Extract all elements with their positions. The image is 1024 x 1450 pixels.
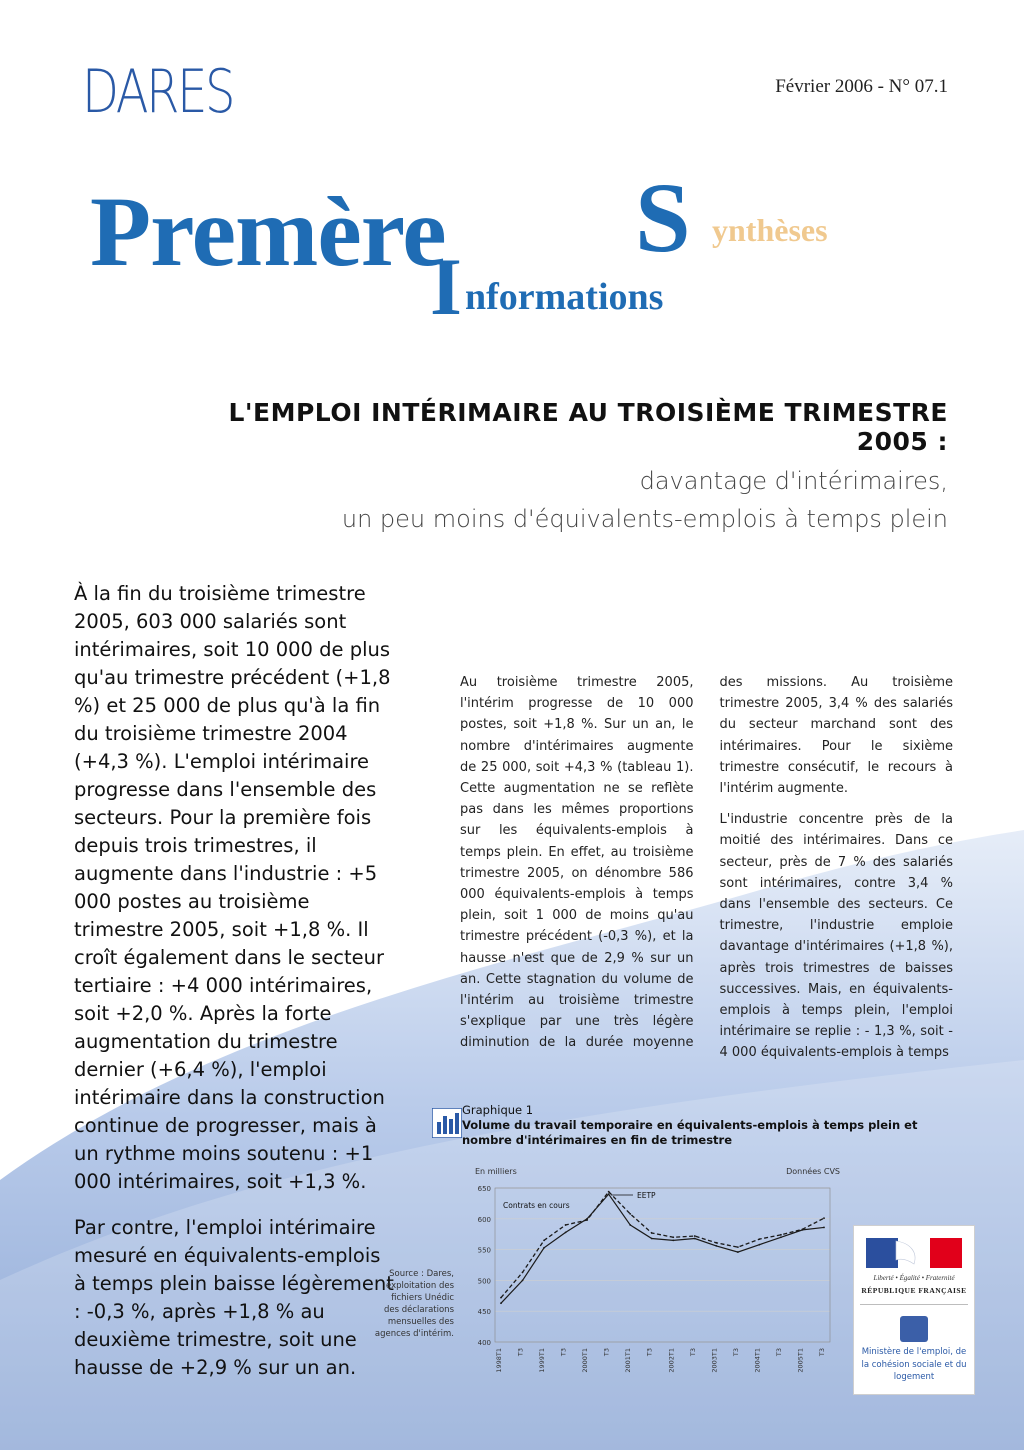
data-point xyxy=(608,1191,610,1193)
x-tick-label: T3 xyxy=(818,1348,826,1357)
y-tick-label: 500 xyxy=(477,1277,491,1286)
data-point xyxy=(715,1242,717,1244)
x-tick-label: T3 xyxy=(645,1348,654,1357)
data-point xyxy=(500,1302,502,1304)
x-tick-label: 2002T1 xyxy=(667,1348,676,1373)
graph-caption xyxy=(462,1103,922,1148)
masthead-syntheses: ynthèses xyxy=(712,212,828,248)
summary-paragraph-1: À la fin du troisième trimestre 2005, 603 000 salariés sont intérimaires, soit 10 000 de plus qu'au trimestre précédent (+1,8 %) et 25 000 de plus qu'à la fin du troisième trimestre 2004 (+4,3 %). L'emploi intérimaire progresse dans l'ensemble des secteurs. Pour la première fois depuis trois trimestres, il augmente dans l'industrie : +5 000 postes au troisième trimestre 2005, soit +1,8 %. Il croît également dans le secteur tertiaire : +4 000 intérimaires, soit +2,0 %. Après la forte augmentation du trimestre dernier (+6,4 %), l'emploi intérimaire dans la construction continue de progresser, mais à un rythme moins soutenu : +1 000 intérimaires, soit +1,3 %. xyxy=(74,582,391,1193)
data-point xyxy=(629,1213,631,1215)
x-tick-label: 2001T1 xyxy=(624,1348,633,1373)
y-tick-label: 600 xyxy=(477,1215,491,1224)
subtitle-line-1: davantage d'intérimaires, xyxy=(639,467,948,495)
masthead-i-letter: I xyxy=(430,241,462,332)
ministry-logo xyxy=(853,1225,975,1395)
data-point xyxy=(737,1251,739,1253)
chart-plot-frame xyxy=(495,1188,830,1342)
y-tick-label: 550 xyxy=(477,1246,491,1255)
dares-logo: DARES xyxy=(82,57,234,127)
data-point xyxy=(672,1236,674,1238)
issue-date: Février 2006 - N° 07.1 xyxy=(775,76,948,97)
summary-lead xyxy=(74,580,394,1382)
data-point xyxy=(651,1232,653,1234)
x-tick-label: T3 xyxy=(774,1348,783,1357)
data-point xyxy=(737,1246,739,1248)
data-point xyxy=(780,1234,782,1236)
data-point xyxy=(694,1235,696,1237)
data-point xyxy=(500,1297,502,1299)
article-title-block xyxy=(148,398,948,538)
bar-chart-icon xyxy=(432,1108,462,1138)
data-point xyxy=(629,1224,631,1226)
masthead-s-letter: S xyxy=(635,162,691,273)
data-point xyxy=(823,1227,825,1229)
body-columns xyxy=(460,672,953,1082)
ministry-name: Ministère de l'emploi, de la cohésion sociale et du logement xyxy=(861,1347,967,1382)
x-tick-label: 1998T1 xyxy=(495,1348,503,1373)
article-subtitle xyxy=(148,462,948,538)
line-chart xyxy=(455,1162,845,1392)
data-point xyxy=(759,1238,761,1240)
body-paragraph-1: Au troisième trimestre 2005, l'intérim progresse de 10 000 postes, soit +1,8 %. Sur un an, le nombre d'intérimaires augmente de 25 000, soit +4,3 % (tableau 1). Cette augmentation ne se reflète pas dans les mêmes proportions sur les équivalents-emplois à temps plein. En effet, au troisième trimestre 2005, on dénombre 586 000 équivalents-emplois à temps plein, soit 1 000 de moins qu'au trimestre précédent (-0,3 %), et la hausse n'est que de 2,9 % sur un an. Cette stagnation du volume de l'intérim au troisième trimestre s'explique par une très légère diminution de la durée moyenne des missions. Au troisième trimestre 2005, 3,4 % des salariés du secteur marchand sont des intérimaires. Pour le sixième trimestre consécutif, le recours à l'intérim augmente. xyxy=(460,675,953,1051)
data-point xyxy=(522,1280,524,1282)
chart-annotation-eetp: EETP xyxy=(637,1191,656,1200)
graph-title: Volume du travail temporaire en équivalents-emplois à temps plein et nombre d'intérimaires en fin de trimestre xyxy=(462,1118,918,1147)
article-title: L'EMPLOI INTÉRIMAIRE AU TROISIÈME TRIMESTRE 2005 : xyxy=(228,398,948,456)
x-tick-label: 2003T1 xyxy=(710,1348,719,1373)
data-point xyxy=(694,1238,696,1240)
y-tick-label: 400 xyxy=(477,1339,491,1347)
marianne-flag-icon xyxy=(866,1238,962,1268)
subtitle-line-2: un peu moins d'équivalents-emplois à temps plein xyxy=(341,505,948,533)
series-line-eetp xyxy=(501,1194,824,1303)
data-point xyxy=(522,1271,524,1273)
x-tick-label: T3 xyxy=(559,1348,568,1357)
x-tick-label: 2004T1 xyxy=(753,1348,762,1373)
y-tick-label: 450 xyxy=(477,1308,491,1317)
data-point xyxy=(715,1245,717,1247)
summary-paragraph-2: Par contre, l'emploi intérimaire mesuré en équivalents-emplois à temps plein baisse légèrement : -0,3 %, après +1,8 % au deuxième trimestre, soit une hausse de +2,9 % sur un an. xyxy=(74,1216,394,1379)
data-point xyxy=(608,1193,610,1195)
chart-unit-left: En milliers xyxy=(475,1167,517,1176)
data-point xyxy=(823,1217,825,1219)
data-point xyxy=(780,1236,782,1238)
data-point xyxy=(672,1239,674,1241)
x-tick-label: 2000T1 xyxy=(581,1348,590,1373)
publication-masthead xyxy=(90,162,950,332)
republic-motto: Liberté • Égalité • Fraternité xyxy=(873,1274,955,1282)
data-point xyxy=(651,1238,653,1240)
masthead-informations: nformations xyxy=(465,276,664,318)
body-paragraph-2: L'industrie concentre près de la moitié des intérimaires. Dans ce secteur, près de 7 % des salariés sont intérimaires, contre 3,4 % dans l'ensemble des secteurs. Ce trimestre, l'industrie emploie davantage d'intérimaires (+1,8 %), après trois trimestres de baisses successives. Mais, en équivalents-emplois à temps plein, l'emploi intérimaire se replie : - 1,3 %, soit - 4 000 équivalents-emplois à temps xyxy=(719,812,953,1061)
ministry-emblem-icon xyxy=(900,1316,928,1342)
y-tick-label: 650 xyxy=(477,1185,491,1193)
x-tick-label: T3 xyxy=(731,1348,740,1357)
chart-annotation-contracts: Contrats en cours xyxy=(503,1201,570,1210)
graph-label: Graphique 1 xyxy=(462,1103,534,1117)
data-point xyxy=(565,1231,567,1233)
masthead-premiere: Premère xyxy=(90,176,446,287)
x-tick-label: T3 xyxy=(516,1348,525,1357)
logo-divider xyxy=(860,1304,968,1305)
data-point xyxy=(802,1229,804,1231)
data-point xyxy=(586,1218,588,1220)
data-point xyxy=(543,1247,545,1249)
x-tick-label: T3 xyxy=(688,1348,697,1357)
x-tick-label: T3 xyxy=(602,1348,611,1357)
republic-name: RÉPUBLIQUE FRANÇAISE xyxy=(861,1286,967,1295)
data-point xyxy=(543,1239,545,1241)
data-point xyxy=(565,1224,567,1226)
x-tick-label: 1999T1 xyxy=(538,1348,547,1373)
chart-unit-right: Données CVS xyxy=(786,1167,840,1176)
x-tick-label: 2005T1 xyxy=(796,1348,805,1373)
data-point xyxy=(759,1244,761,1246)
graph-source: Source : Dares, exploitation des fichiers Unédic des déclarations mensuelles des agences d'intérim. xyxy=(374,1269,454,1339)
